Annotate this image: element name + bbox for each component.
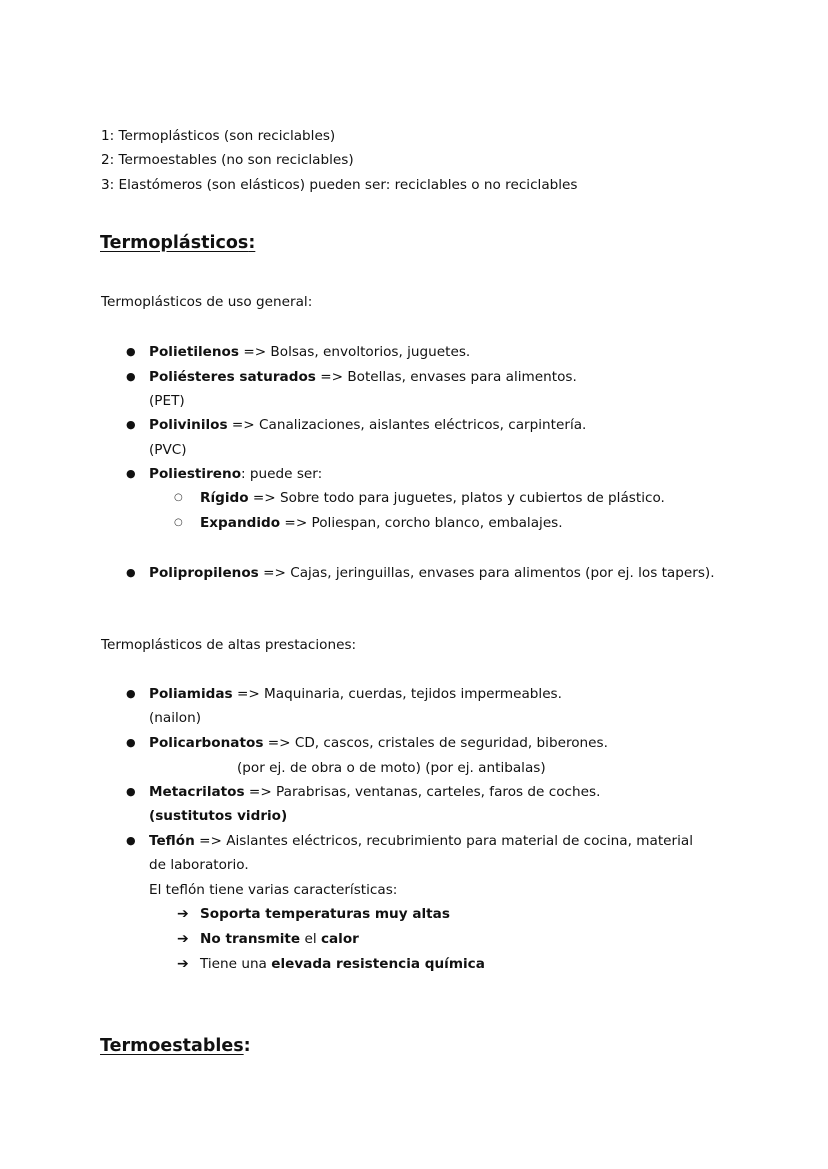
- arrow-right-icon: ➔: [177, 931, 189, 947]
- item-note: (PET): [149, 393, 185, 409]
- bullet-icon: ●: [126, 736, 136, 749]
- term: Poliésteres saturados: [149, 369, 316, 385]
- feature-text: el: [300, 931, 321, 947]
- term: Metacrilatos: [149, 784, 245, 800]
- section-heading-termoestables: [100, 1036, 251, 1056]
- desc: => Bolsas, envoltorios, juguetes.: [239, 344, 471, 360]
- bullet-icon: ●: [126, 467, 136, 480]
- desc: => Cajas, jeringuillas, envases para alimentos (por ej. los tapers).: [258, 565, 715, 581]
- term: Expandido: [200, 515, 281, 531]
- feature-text: calor: [320, 931, 359, 947]
- bullet-icon: ●: [126, 785, 136, 798]
- arrow-right-icon: ➔: [177, 956, 189, 972]
- subheading-uso-general: Termoplásticos de uso general:: [101, 294, 313, 310]
- desc: => Maquinaria, cuerdas, tejidos impermeables.: [232, 686, 562, 702]
- feature-text: Soporta temperaturas muy altas: [200, 906, 450, 922]
- bullet-icon: ●: [126, 687, 136, 700]
- desc: => Aislantes eléctricos, recubrimiento para material de cocina, material: [194, 833, 694, 849]
- list-item: [149, 782, 600, 802]
- list-item: [149, 684, 562, 704]
- item-note: (nailon): [149, 710, 202, 726]
- sub-list-item: [200, 513, 563, 533]
- term: Polietilenos: [149, 344, 239, 360]
- desc: => Parabrisas, ventanas, carteles, faros de coches.: [244, 784, 601, 800]
- heading-colon: :: [243, 1036, 251, 1056]
- desc: : puede ser:: [241, 466, 323, 482]
- feature-text: No transmite: [200, 931, 301, 947]
- feature-text: Tiene una: [200, 956, 272, 972]
- term: Rígido: [200, 490, 249, 506]
- desc: => Poliespan, corcho blanco, embalajes.: [280, 515, 563, 531]
- feature-item: [200, 954, 485, 974]
- list-item: [149, 733, 608, 753]
- item-note: (sustitutos vidrio): [149, 808, 288, 824]
- heading-text: Termoplásticos: [100, 233, 249, 253]
- list-item: [149, 342, 470, 362]
- desc: => Canalizaciones, aislantes eléctricos, carpintería.: [227, 417, 587, 433]
- intro-line: 2: Termoestables (no son reciclables): [101, 152, 354, 168]
- bullet-icon: ●: [126, 566, 136, 579]
- item-note: (PVC): [149, 442, 187, 458]
- list-item: [149, 367, 577, 387]
- feature-item: [200, 904, 450, 924]
- term: Policarbonatos: [149, 735, 264, 751]
- item-note: (por ej. de obra o de moto) (por ej. antibalas): [237, 760, 546, 776]
- heading-text: Termoestables: [100, 1036, 244, 1056]
- list-item: [149, 464, 322, 484]
- feature-item: [200, 929, 359, 949]
- bullet-icon: ●: [126, 834, 136, 847]
- term: Poliestireno: [149, 466, 242, 482]
- item-continuation: de laboratorio.: [149, 857, 249, 873]
- item-intro: El teflón tiene varias características:: [149, 882, 398, 898]
- term: Polipropilenos: [149, 565, 259, 581]
- list-item: [149, 831, 693, 851]
- heading-colon: :: [248, 233, 256, 253]
- subheading-altas-prestaciones: Termoplásticos de altas prestaciones:: [101, 637, 357, 653]
- circle-bullet-icon: ○: [174, 517, 183, 528]
- bullet-icon: ●: [126, 345, 136, 358]
- arrow-right-icon: ➔: [177, 906, 189, 922]
- circle-bullet-icon: ○: [174, 492, 183, 503]
- term: Poliamidas: [149, 686, 233, 702]
- term: Teflón: [149, 833, 195, 849]
- feature-text: elevada resistencia química: [271, 956, 485, 972]
- desc: => Sobre todo para juguetes, platos y cubiertos de plástico.: [248, 490, 665, 506]
- desc: => Botellas, envases para alimentos.: [315, 369, 577, 385]
- sub-list-item: [200, 488, 665, 508]
- bullet-icon: ●: [126, 418, 136, 431]
- term: Polivinilos: [149, 417, 228, 433]
- intro-line: 3: Elastómeros (son elásticos) pueden ser: reciclables o no reciclables: [101, 177, 578, 193]
- list-item: [149, 563, 715, 583]
- desc: => CD, cascos, cristales de seguridad, biberones.: [263, 735, 608, 751]
- list-item: [149, 415, 586, 435]
- section-heading-termoplasticos: [100, 233, 255, 253]
- bullet-icon: ●: [126, 370, 136, 383]
- intro-line: 1: Termoplásticos (son reciclables): [101, 128, 336, 144]
